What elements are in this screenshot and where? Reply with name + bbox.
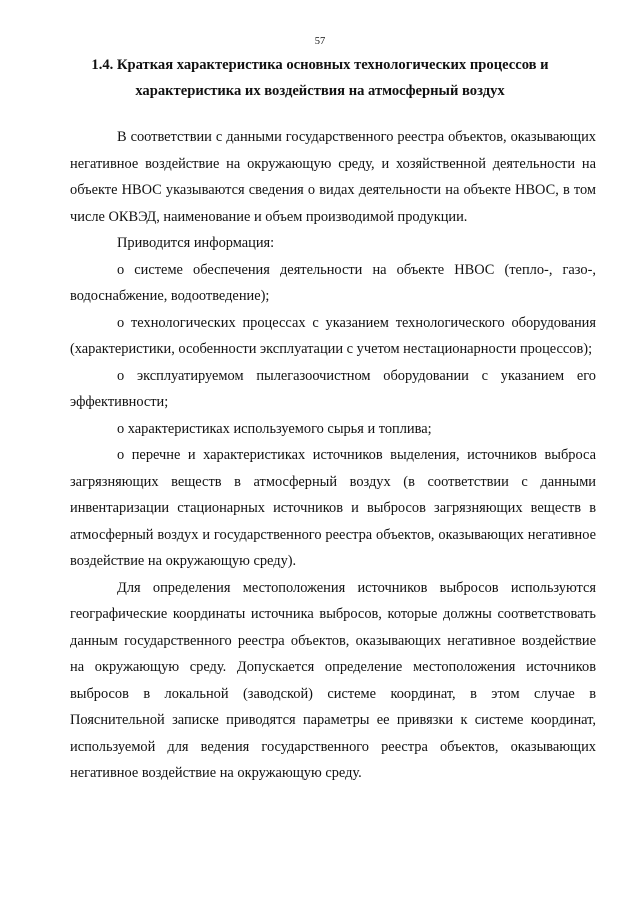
page-number: 57 xyxy=(314,36,326,47)
paragraph-support-systems: о системе обеспечения деятельности на объекте НВОС (тепло-, газо-, водоснабжение, водоотведение); xyxy=(70,261,596,304)
paragraph-raw-materials-fuel: о характеристиках используемого сырья и топлива; xyxy=(117,420,432,437)
paragraph-info-intro: Приводится информация: xyxy=(117,235,275,251)
section-heading-line-1: 1.4. Краткая характеристика основных технологических процессов и xyxy=(91,57,549,73)
paragraph-gas-cleaning-equipment: о эксплуатируемом пылегазоочистном оборудовании с указанием его эффективности; xyxy=(70,367,596,410)
paragraph-emission-sources: о перечне и характеристиках источников выделения, источников выброса загрязняющих веществ в атмосферный воздух (в соответствии с данными инвентаризации стационарных источников и выбросов загрязняющих веществ в атмосферный воздух и государственного реестра объектов, оказывающих негативное воздействие на окружающую среду). xyxy=(70,447,596,569)
paragraph-source-location: Для определения местоположения источников выбросов используются географические координаты источника выбросов, которые должны соответствовать данным государственного реестра объектов, оказывающих негативное воздействие на окружающую среду. Допускается определение местоположения источников выбросов в локальной (заводской) системе координат, в этом случае в Пояснительной записке приводятся параметры ее привязки к системе координат, используемой для ведения государственного реестра объектов, оказывающих негативное воздействие на окружающую среду. xyxy=(70,579,596,781)
section-heading xyxy=(64,52,576,104)
paragraph-registry-data: В соответствии с данными государственного реестра объектов, оказывающих негативное воздействие на окружающую среду, и хозяйственной деятельности на объекте НВОС указываются сведения о видах деятельности на объекте НВОС, в том числе ОКВЭД, наименование и объем производимой продукции. xyxy=(70,129,596,225)
section-heading-line-2: характеристика их воздействия на атмосферный воздух xyxy=(135,83,505,99)
paragraph-technological-processes: о технологических процессах с указанием технологического оборудования (характеристики, особенности эксплуатации с учетом нестационарности процессов); xyxy=(70,314,596,357)
body-text xyxy=(70,124,596,787)
